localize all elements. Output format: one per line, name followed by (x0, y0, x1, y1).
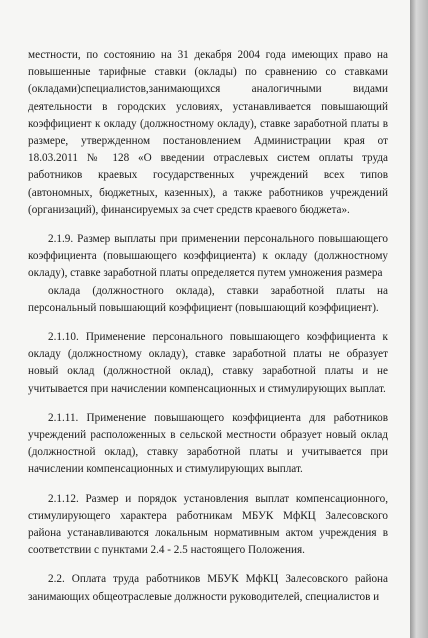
paragraph-2-1-10: 2.1.10. Применение персонального повышающего коэффициента к окладу (должностному окладу), ставке заработной платы не образует новый оклад (должностной оклад), ставку заработной платы и не учитывается при начислении компенсационных и стимулирующих выплат. (28, 331, 388, 395)
paragraph-location-coefficient: местности, по состоянию на 31 декабря 2004 года имеющих право на повышенные тарифные ставки (оклады) по сравнению со ставками (окладами)специалистов,занимающихся аналогичными видами деятельности в городских условиях, устанавливается повышающий коэффициент к окладу (должностному окладу), ставке заработной платы в размере, утвержденном постановлением Администрации края от 18.03.2011 № 128 «О введении отраслевых систем оплаты труда работников краевых государственных учреждений всех типов (автономных, бюджетных, казенных), а также работников учреждений (организаций), финансируемых за счет средств краевого бюджета». (28, 49, 388, 216)
paragraph-2-1-11: 2.1.11. Применение повышающего коэффициента для работников учреждений расположенных в сельской местности образует новый оклад (должностной оклад), ставку заработной платы и учитывается при начислении компенсационных и стимулирующих выплат. (28, 411, 388, 476)
paragraph-2-1-9: 2.1.9. Размер выплаты при применении персонального повышающего коэффициента (повышающего коэффициента) к окладу (должностному окладу), ставке заработной платы определяется путем умножения размера (28, 233, 388, 280)
document-body (28, 47, 388, 612)
paragraph-2-1-12: 2.1.12. Размер и порядок установления выплат компенсационного, стимулирующего характера работникам МБУК МфКЦ Залесовского района устанавливаются локальным нормативным актом учреждения в соответствии с пунктами 2.4 - 2.5 настоящего Положения. (28, 492, 388, 557)
paragraph-2-1-9-continued: оклада (должностного оклада), ставки заработной платы на персональный повышающий коэффициент (повышающий коэффициент). (28, 284, 388, 314)
paragraph-2-2: 2.2. Оплата труда работников МБУК МфКЦ Залесовского района занимающих общеотраслевые должности руководителей, специалистов и (28, 573, 388, 603)
binding-edge (410, 0, 428, 638)
